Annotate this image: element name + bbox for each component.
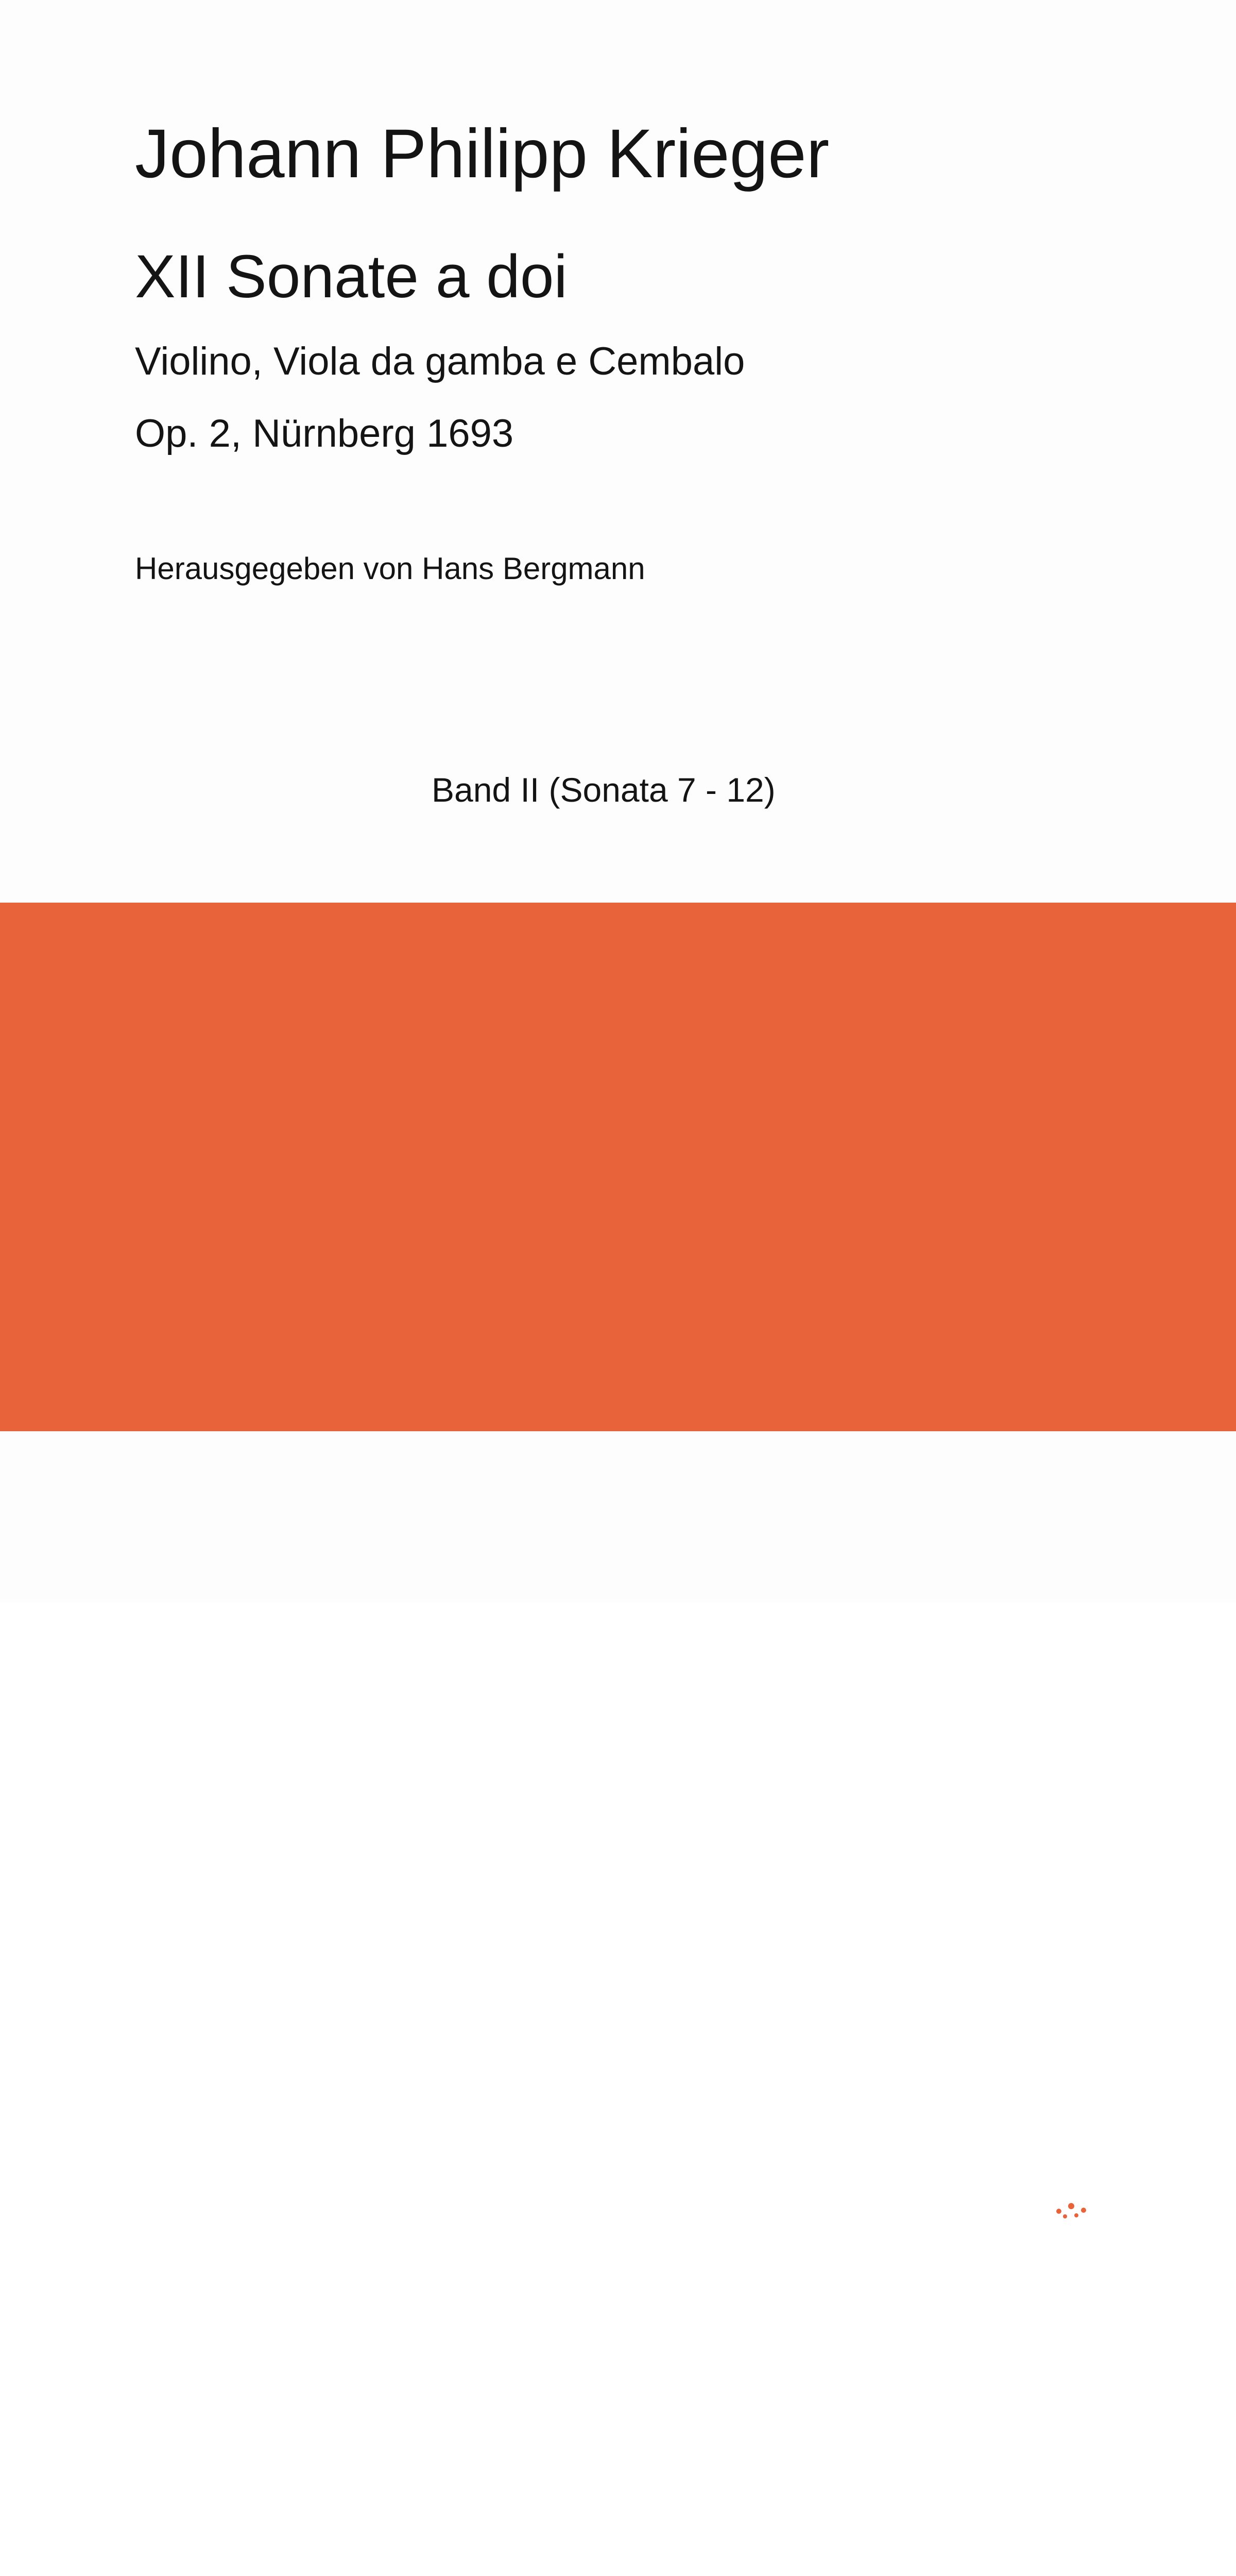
- tree-logo-icon: [1033, 2192, 1110, 2264]
- opus-number: Op. 2, Nürnberg 1693: [135, 412, 514, 455]
- cover-bottom-area: [0, 1431, 1236, 1602]
- volume-label: Band II (Sonata 7 - 12): [432, 771, 776, 809]
- orange-band: [0, 903, 1236, 1431]
- editor-credit: Herausgegeben von Hans Bergmann: [135, 551, 645, 586]
- cover-top-area: [0, 0, 1236, 903]
- work-title: XII Sonate a doi: [135, 243, 568, 311]
- composer-name: Johann Philipp Krieger: [135, 115, 830, 192]
- instrumentation: Violino, Viola da gamba e Cembalo: [135, 340, 745, 383]
